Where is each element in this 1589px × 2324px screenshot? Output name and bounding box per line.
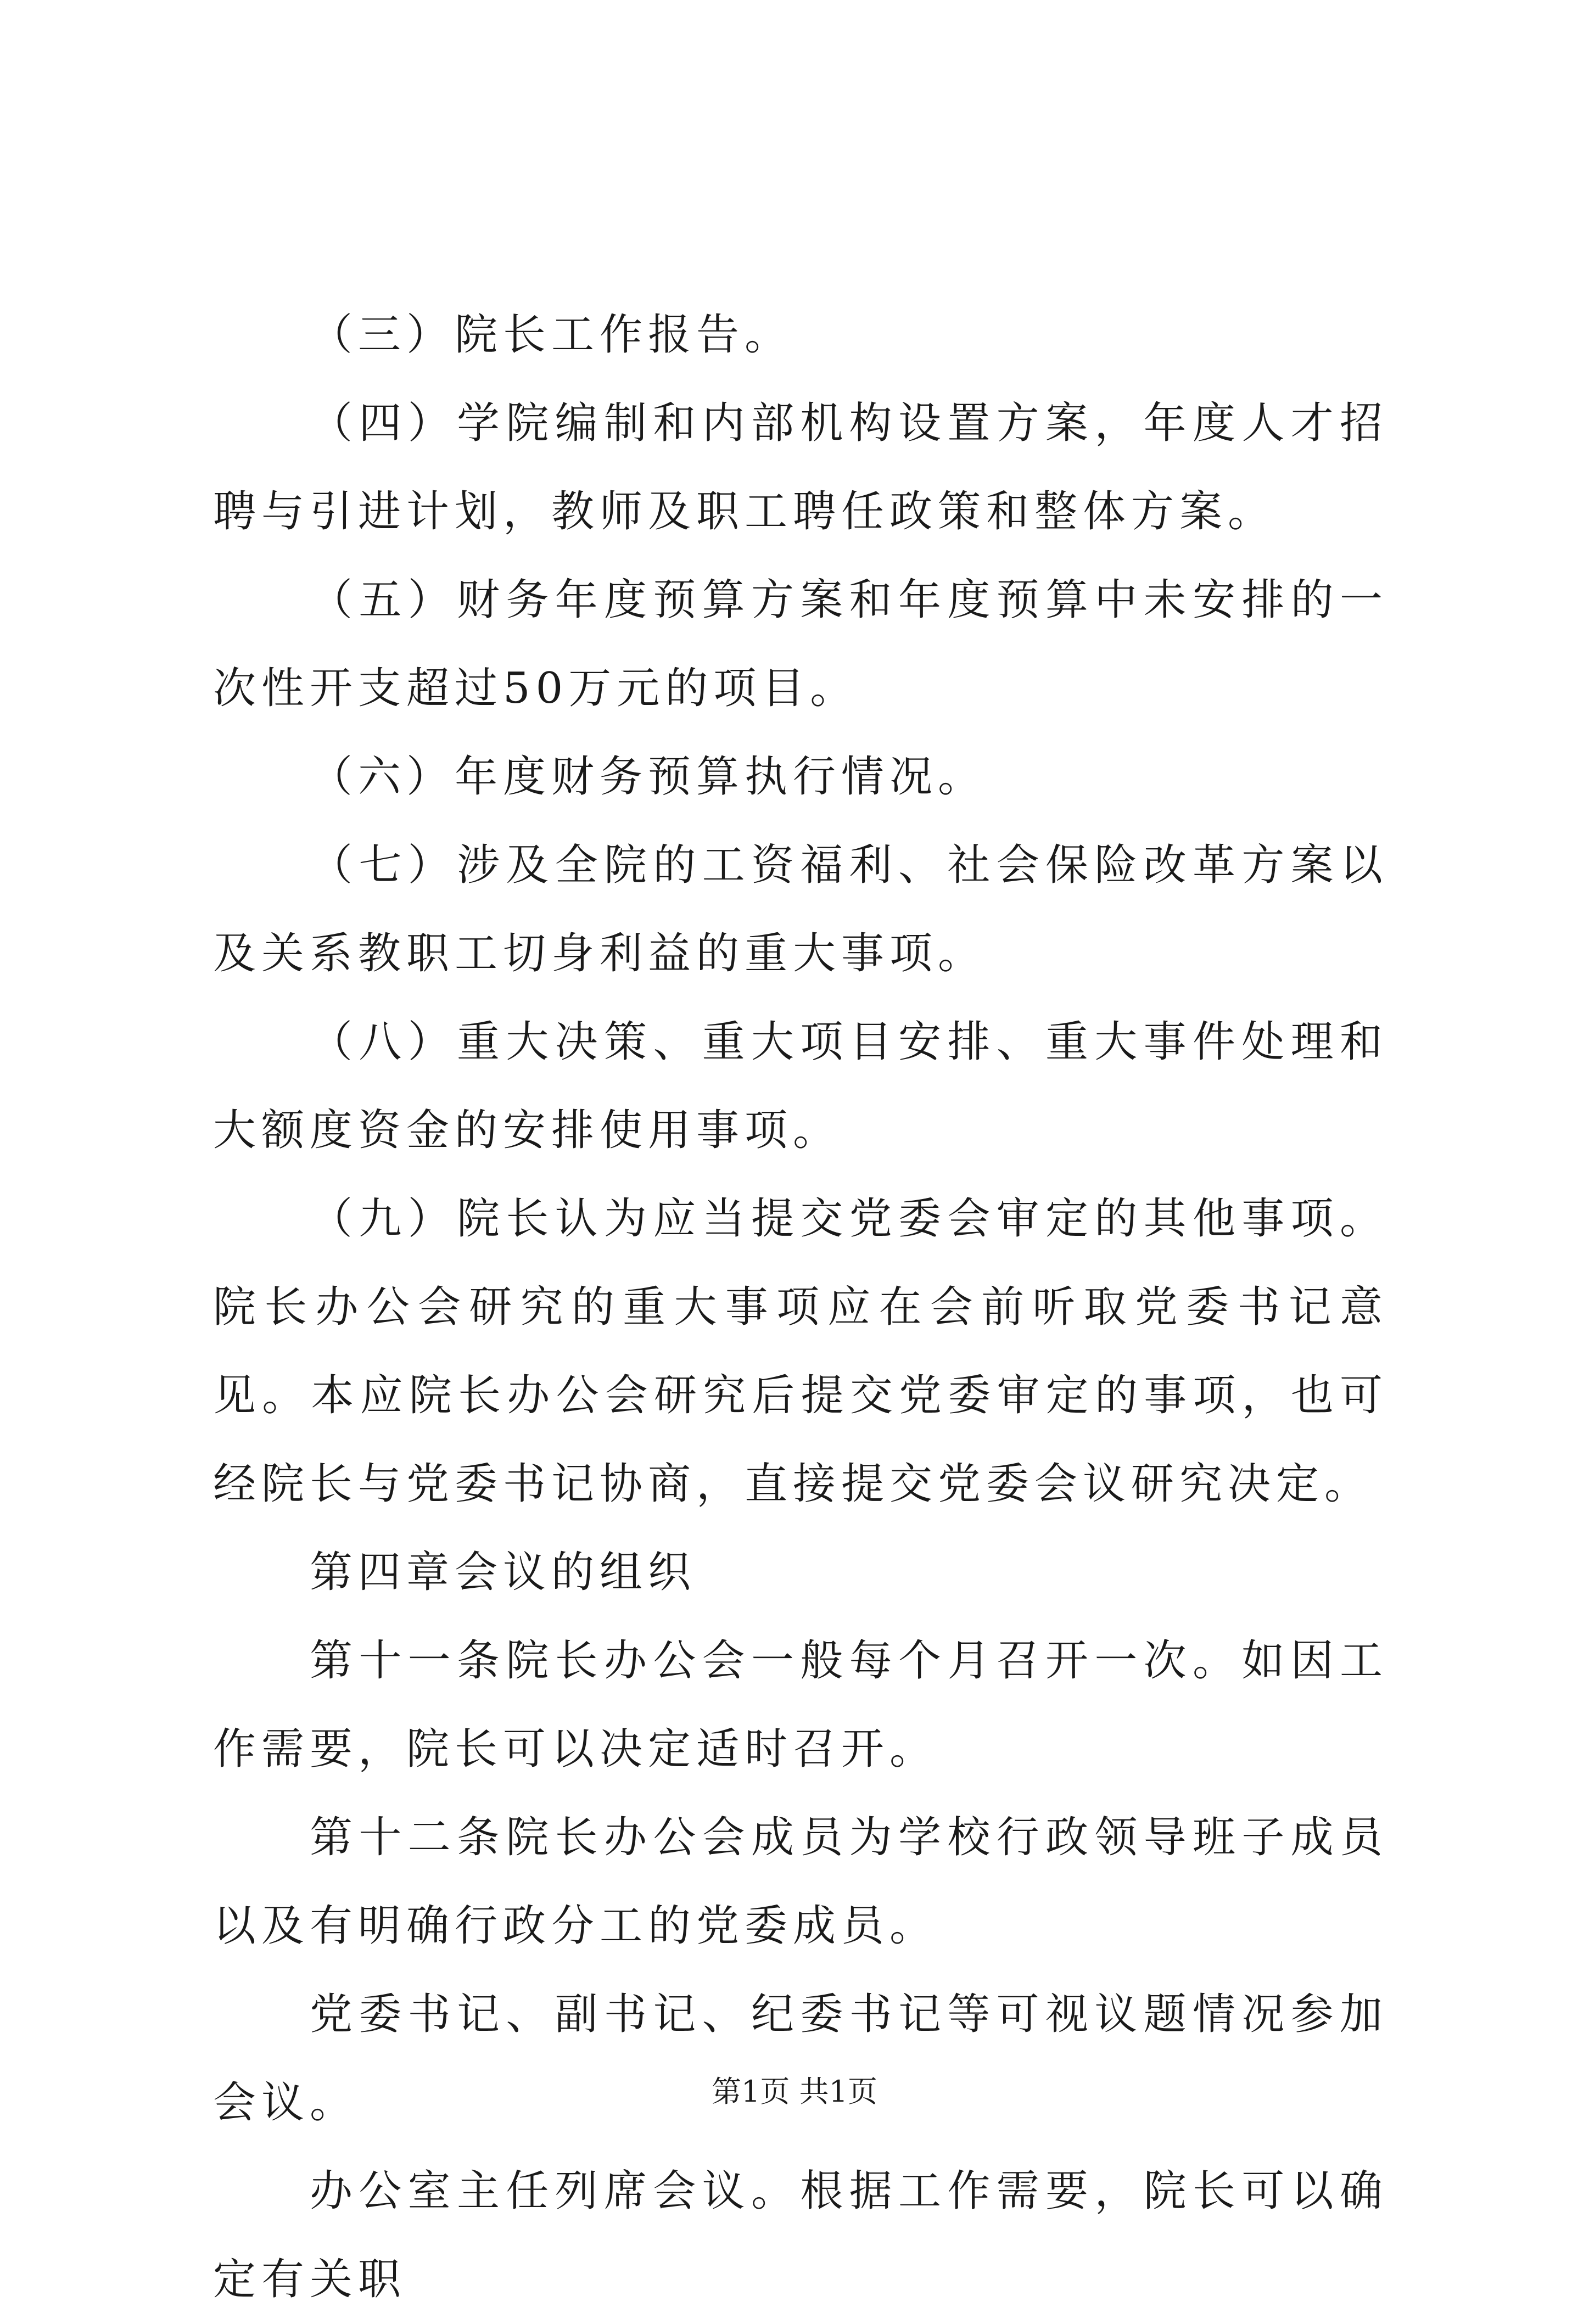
page-number: 第1页 共1页 xyxy=(712,2074,877,2109)
article-11: 第十一条院长办公会一般每个月召开一次。如因工作需要，院长可以决定适时召开。 xyxy=(213,1636,1388,1774)
article-12: 第十二条院长办公会成员为学校行政领导班子成员以及有明确行政分工的党委成员。 xyxy=(213,1813,1388,1951)
article-12-observers: 办公室主任列席会议。根据工作需要，院长可以确定有关职 xyxy=(213,2166,1388,2304)
paragraph-item-4: （四）学院编制和内部机构设置方案，年度人才招聘与引进计划，教师及职工聘任政策和整体方案。 xyxy=(213,399,1388,536)
document-body xyxy=(213,291,1388,2324)
chapter-heading: 第四章会议的组织 xyxy=(310,1548,697,1597)
paragraph-item-3: （三）院长工作报告。 xyxy=(310,310,793,360)
page-footer xyxy=(0,2070,1589,2114)
paragraph-item-5: （五）财务年度预算方案和年度预算中未安排的一次性开支超过50万元的项目。 xyxy=(213,575,1388,713)
paragraph-item-7: （七）涉及全院的工资福利、社会保险改革方案以及关系教职工切身利益的重大事项。 xyxy=(213,841,1388,978)
paragraph-item-8: （八）重大决策、重大项目安排、重大事件处理和大额度资金的安排使用事项。 xyxy=(213,1017,1388,1155)
paragraph-item-9: （九）院长认为应当提交党委会审定的其他事项。院长办公会研究的重大事项应在会前听取党委书记意见。本应院长办公会研究后提交党委审定的事项，也可经院长与党委书记协商，直接提交党委会议研究决定。 xyxy=(213,1194,1388,1509)
article-12-attendance: 党委书记、副书记、纪委书记等可视议题情况参加会议。 xyxy=(213,1990,1388,2127)
paragraph-item-6: （六）年度财务预算执行情况。 xyxy=(310,752,987,802)
